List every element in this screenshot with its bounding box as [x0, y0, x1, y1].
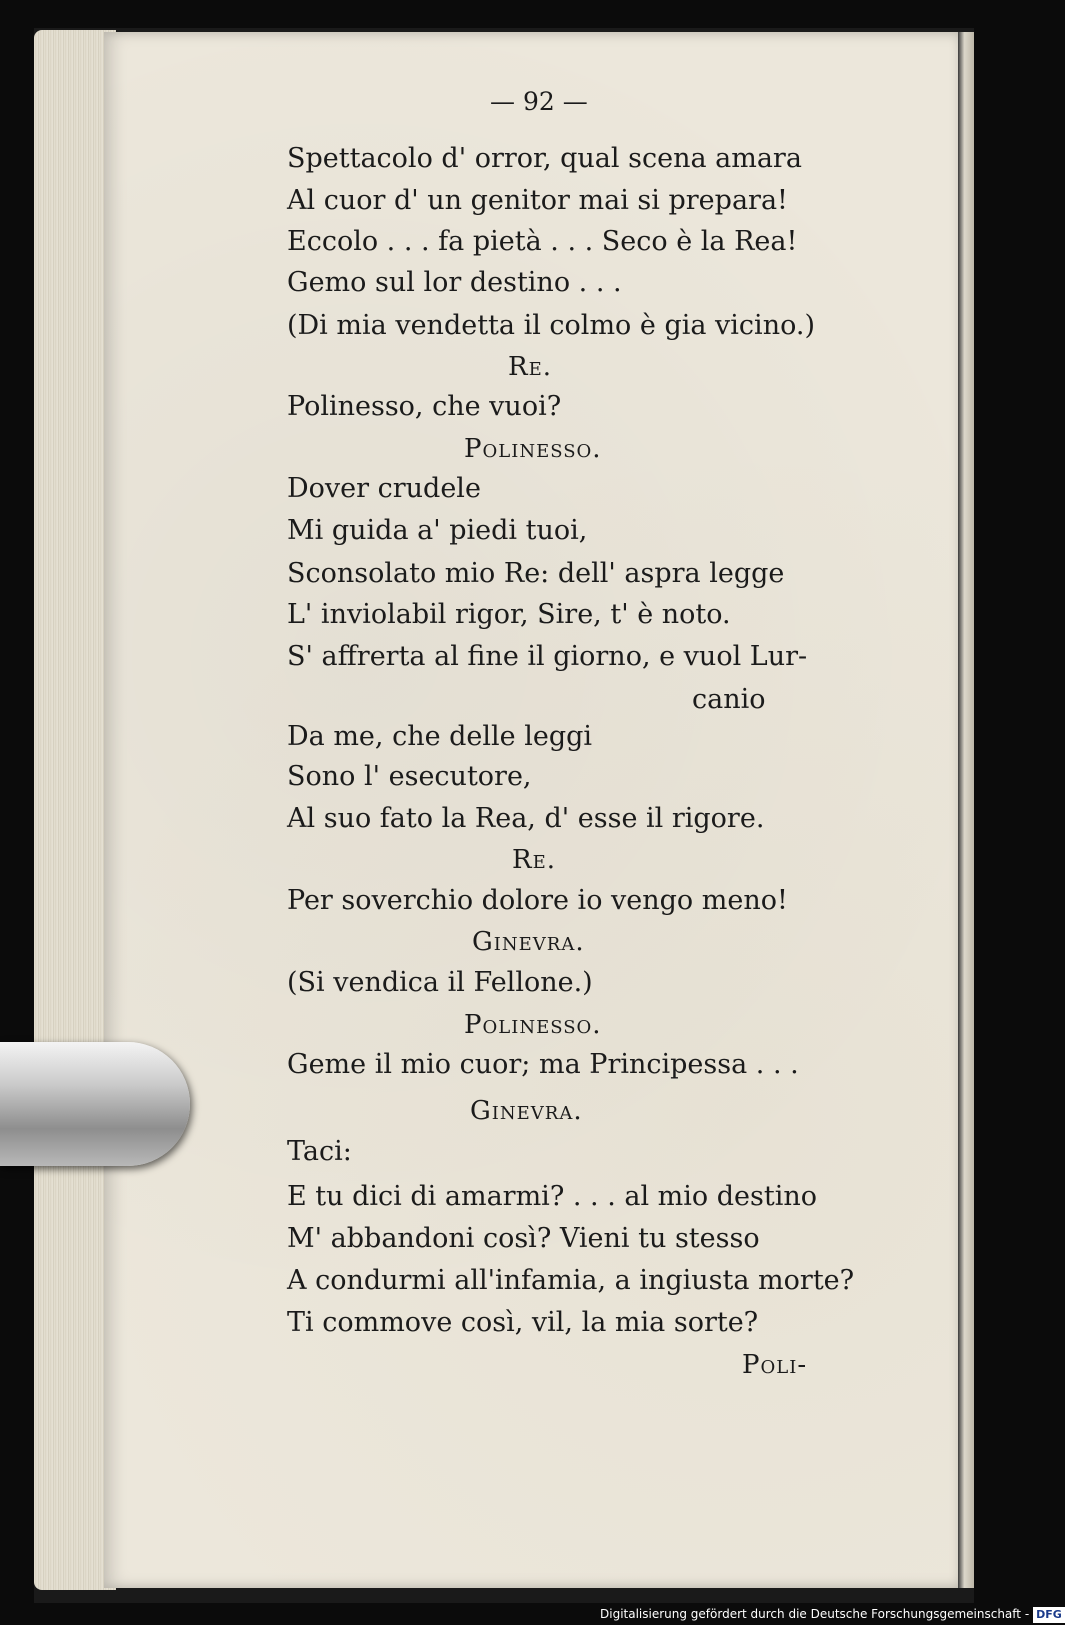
text-line: canio: [692, 684, 766, 715]
text-line: Da me, che delle leggi: [287, 721, 593, 752]
text-line: (Di mia vendetta il colmo è gia vicino.): [287, 310, 815, 341]
text-line: L' inviolabil rigor, Sire, t' è noto.: [287, 599, 731, 630]
text-line: Sconsolato mio Re: dell' aspra legge: [287, 558, 785, 589]
text-line: Mi guida a' piedi tuoi,: [287, 515, 588, 546]
text-line: Per soverchio dolore io vengo meno!: [287, 885, 788, 916]
text-line: Eccolo . . . fa pietà . . . Seco è la Rea!: [287, 226, 798, 257]
text-line: Ti commove così, vil, la mia sorte?: [287, 1307, 759, 1338]
book-clip: [0, 1042, 190, 1166]
page-number-header: — 92 —: [490, 87, 588, 116]
speaker-name: Re.: [512, 845, 556, 875]
footer-credit-text: Digitalisierung gefördert durch die Deutsche Forschungsgemeinschaft -: [600, 1607, 1030, 1621]
text-line: Polinesso, che vuoi?: [287, 391, 562, 422]
speaker-name: Ginevra.: [470, 1096, 583, 1126]
text-line: Geme il mio cuor; ma Principessa . . .: [287, 1049, 799, 1080]
speaker-name: Polinesso.: [464, 434, 602, 464]
text-line: Taci:: [287, 1136, 352, 1167]
text-line: A condurmi all'infamia, a ingiusta morte?: [287, 1265, 855, 1296]
footer-credit: [600, 1604, 1065, 1625]
text-line: Dover crudele: [287, 473, 481, 504]
text-line: (Si vendica il Fellone.): [287, 967, 593, 998]
text-line: S' affrerta al fine il giorno, e vuol Lur-: [287, 641, 808, 672]
catchword: Poli-: [742, 1350, 808, 1380]
page-gutter: [958, 32, 974, 1588]
dfg-logo: DFG: [1033, 1607, 1065, 1623]
speaker-name: Ginevra.: [472, 927, 585, 957]
text-line: Al suo fato la Rea, d' esse il rigore.: [287, 803, 765, 834]
speaker-name: Re.: [508, 352, 552, 382]
text-line: E tu dici di amarmi? . . . al mio destino: [287, 1181, 818, 1212]
text-line: Al cuor d' un genitor mai si prepara!: [287, 185, 788, 216]
text-line: Spettacolo d' orror, qual scena amara: [287, 143, 802, 174]
text-line: Sono l' esecutore,: [287, 761, 532, 792]
speaker-name: Polinesso.: [464, 1010, 602, 1040]
text-line: Gemo sul lor destino . . .: [287, 267, 622, 298]
text-line: M' abbandoni così? Vieni tu stesso: [287, 1223, 760, 1254]
